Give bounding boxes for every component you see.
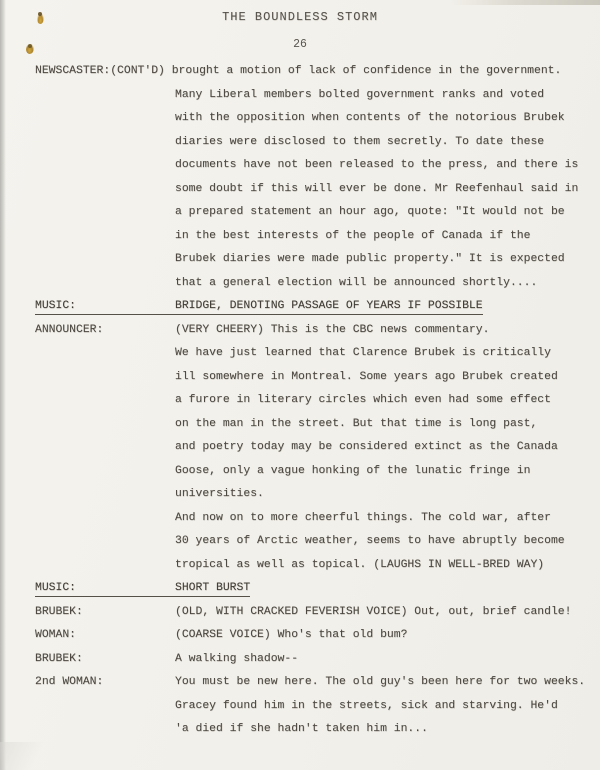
dialogue-text: on the man in the street. But that time is long past,	[175, 417, 538, 430]
speaker-label: BRUBEK:	[35, 605, 83, 618]
script-line	[35, 507, 595, 531]
script-row	[35, 60, 595, 84]
dialogue-text: that a general election will be announced shortly....	[175, 276, 538, 289]
dialogue-text: (COARSE VOICE) Who's that old bum?	[175, 629, 408, 641]
dialogue-text: (VERY CHEERY) This is the CBC news commentary.	[175, 323, 490, 336]
script-line	[35, 107, 595, 131]
script-line	[35, 154, 595, 178]
script-body	[35, 60, 595, 742]
dialogue-text: SHORT BURST	[175, 581, 250, 597]
script-line	[35, 342, 595, 366]
script-line	[35, 413, 595, 437]
script-line	[35, 718, 595, 742]
dialogue-text: Gracey found him in the streets, sick and starving. He'd	[175, 699, 558, 712]
script-line	[35, 201, 595, 225]
dialogue-text: a prepared statement an hour ago, quote: "It would not be	[175, 206, 565, 218]
dialogue-text: 30 years of Arctic weather, seems to have abruptly become	[175, 535, 565, 547]
dialogue-text: A walking shadow--	[175, 652, 299, 665]
page-number: 26	[293, 38, 307, 51]
script-row	[35, 577, 595, 601]
script-row	[35, 319, 595, 343]
dialogue-text: Brubek diaries were made public property." It is expected	[175, 253, 565, 265]
dialogue-text: universities.	[175, 488, 264, 500]
dialogue-text: diaries were disclosed to them secretly. To date these	[175, 135, 545, 148]
script-row	[35, 671, 595, 695]
script-line	[35, 178, 595, 202]
scan-edge-top	[450, 0, 600, 5]
dialogue-text: in the best interests of the people of Canada if the	[175, 229, 531, 242]
script-line	[35, 225, 595, 249]
script-line	[35, 460, 595, 484]
dialogue-text: And now on to more cheerful things. The cold war, after	[175, 511, 551, 524]
script-line	[35, 248, 595, 272]
scan-edge-left	[0, 0, 6, 770]
script-line	[35, 695, 595, 719]
script-line	[35, 530, 595, 554]
dialogue-text: some doubt if this will ever be done. Mr Reefenhaul said in	[175, 182, 579, 195]
script-line	[35, 366, 595, 390]
dialogue-text: tropical as well as topical. (LAUGHS IN WELL-BRED WAY)	[175, 558, 545, 571]
speaker-label: ANNOUNCER:	[35, 323, 104, 336]
dialogue-text: 'a died if she hadn't taken him in...	[175, 723, 428, 735]
speaker-label: MUSIC:	[35, 581, 175, 597]
dialogue-text: (CONT'D) brought a motion of lack of confidence in the government.	[110, 65, 562, 77]
dialogue-text: You must be new here. The old guy's been here for two weeks.	[175, 676, 586, 688]
script-line	[35, 131, 595, 155]
speaker-label: MUSIC:	[35, 299, 175, 315]
scan-corner-bottom-left	[0, 742, 60, 770]
script-line	[35, 436, 595, 460]
speaker-label: NEWSCASTER:	[35, 65, 111, 77]
speaker-label: 2nd WOMAN:	[35, 676, 104, 688]
script-row	[35, 648, 595, 672]
script-line	[35, 483, 595, 507]
speaker-label: WOMAN:	[35, 629, 77, 641]
script-row	[35, 295, 595, 319]
dialogue-text: Many Liberal members bolted government ranks and voted	[175, 88, 545, 101]
dialogue-text: Goose, only a vague honking of the lunatic fringe in	[175, 464, 531, 477]
script-line	[35, 389, 595, 413]
script-row	[35, 601, 595, 625]
dialogue-text: We have just learned that Clarence Brubek is critically	[175, 347, 551, 359]
speaker-label: BRUBEK:	[35, 652, 83, 665]
dialogue-text: and poetry today may be considered extinct as the Canada	[175, 441, 558, 453]
page-title: THE BOUNDLESS STORM	[222, 10, 378, 24]
script-row	[35, 624, 595, 648]
dialogue-text: a furore in literary circles which even had some effect	[175, 394, 551, 406]
script-line	[35, 272, 595, 296]
script-line	[35, 84, 595, 108]
dialogue-text: documents have not been released to the press, and there is	[175, 159, 579, 171]
dialogue-text: (OLD, WITH CRACKED FEVERISH VOICE) Out, out, brief candle!	[175, 605, 572, 618]
dialogue-text: with the opposition when contents of the notorious Brubek	[175, 112, 565, 124]
script-line	[35, 554, 595, 578]
dialogue-text: BRIDGE, DENOTING PASSAGE OF YEARS IF POSSIBLE	[175, 299, 483, 315]
dialogue-text: ill somewhere in Montreal. Some years ago Brubek created	[175, 370, 558, 383]
